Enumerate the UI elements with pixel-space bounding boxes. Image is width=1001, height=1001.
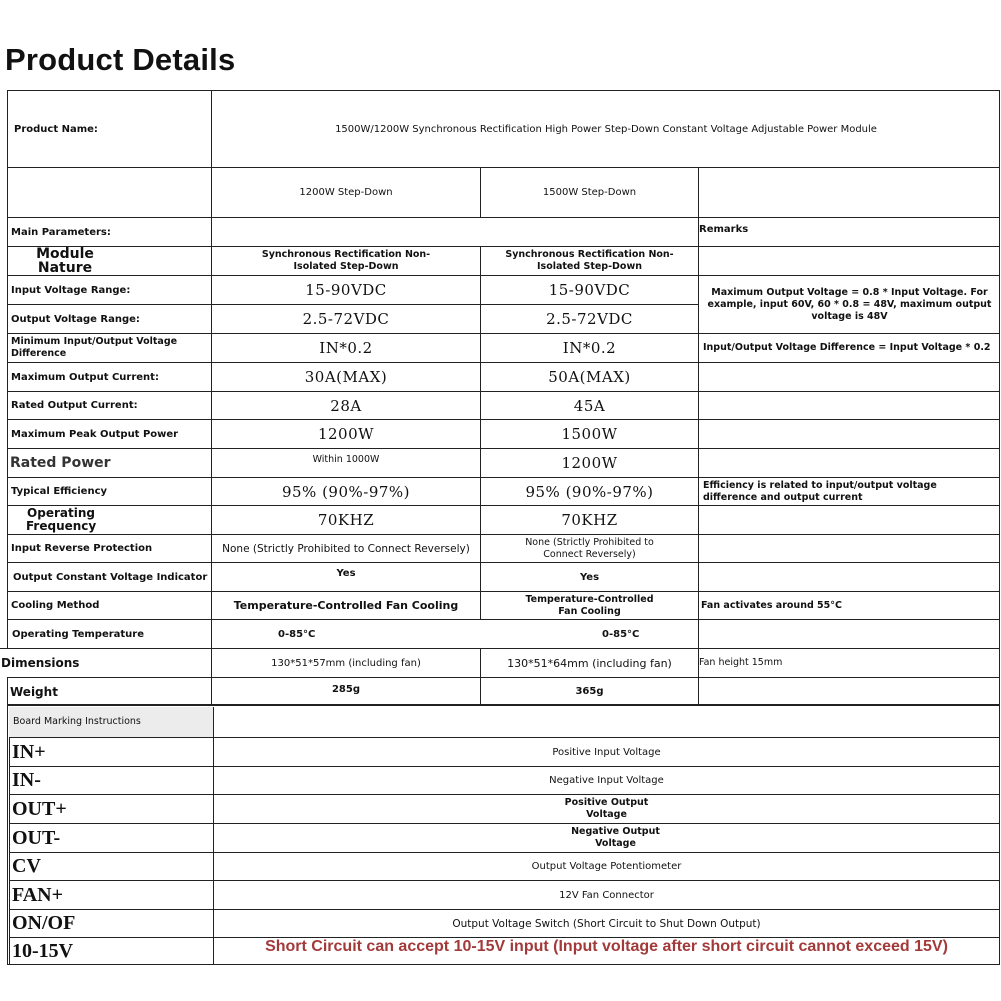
spec-b-peak-power-text: 1500W: [561, 425, 618, 443]
column-header-1200w-text: 1200W Step-Down: [299, 187, 393, 198]
spec-a-cv-indicator: [211, 562, 480, 591]
board-desc-cv: [213, 852, 999, 880]
board-marking-header: [9, 707, 213, 737]
spec-remark-operating-temp: [698, 619, 1000, 648]
spec-a-frequency-text: 70KHZ: [317, 511, 375, 529]
spec-label-cooling-text: Cooling Method: [11, 600, 100, 611]
board-desc-fan-plus-text: 12V Fan Connector: [559, 889, 654, 901]
spec-a-reverse-protection-text: None (Strictly Prohibited to Connect Reversely): [222, 542, 470, 555]
spec-remark-rated-power: [698, 448, 1000, 477]
spec-b-frequency: [480, 505, 698, 534]
remarks-header: [698, 217, 1000, 246]
board-code-10-15v: [9, 937, 213, 964]
spec-a-module-nature: [211, 246, 480, 275]
spec-a-operating-temp: [211, 619, 480, 648]
spec-a-efficiency-text: 95% (90%-97%): [281, 482, 411, 501]
spec-a-min-difference-text: IN*0.2: [319, 339, 373, 357]
spec-b-input-voltage: [480, 275, 698, 304]
main-parameters-label: [7, 217, 211, 246]
spec-a-cooling: [211, 591, 480, 619]
board-desc-10-15v: [213, 937, 999, 964]
spec-b-weight-text: 365g: [575, 686, 604, 697]
board-code-out-minus-text: OUT-: [12, 826, 61, 849]
spec-label-efficiency: [7, 477, 211, 505]
spec-label-operating-temp: [7, 619, 211, 648]
spec-a-rated-power-text: Within 1000W: [312, 454, 380, 465]
spec-b-dimensions: [480, 648, 698, 677]
spec-b-min-difference: [480, 333, 698, 362]
spec-b-min-difference-text: IN*0.2: [562, 339, 617, 357]
spec-label-min-difference-text: Minimum Input/Output Voltage Difference: [11, 336, 178, 359]
spec-label-frequency-text: Operating Frequency: [26, 506, 97, 533]
spec-b-frequency-text: 70KHZ: [561, 511, 618, 529]
spec-a-min-difference: [211, 333, 480, 362]
board-code-in-minus-text: IN-: [12, 769, 41, 791]
spec-a-cooling-text: Temperature-Controlled Fan Cooling: [233, 599, 459, 612]
spec-b-reverse-protection-text: None (Strictly Prohibited to Connect Reversely): [525, 536, 654, 560]
spec-b-rated-current-text: 45A: [573, 396, 606, 415]
board-code-out-plus: [9, 794, 213, 823]
spec-a-output-voltage-text: 2.5-72VDC: [302, 310, 390, 328]
board-code-in-minus: [9, 766, 213, 794]
spec-b-efficiency-text: 95% (90%-97%): [525, 482, 654, 501]
spec-remark-cooling-text: Fan activates around 55°C: [701, 599, 843, 611]
board-code-out-plus-text: OUT+: [12, 797, 67, 820]
board-desc-cv-text: Output Voltage Potentiometer: [531, 861, 682, 872]
board-desc-in-minus-text: Negative Input Voltage: [549, 775, 664, 786]
spec-a-dimensions-text: 130*51*57mm (including fan): [271, 657, 421, 669]
spec-remark-cooling: [698, 591, 1000, 619]
spec-a-dimensions: [211, 648, 480, 677]
spec-b-module-nature-text: Synchronous Rectification Non-Isolated Step-Down: [505, 249, 674, 272]
spec-remark-efficiency: [698, 477, 1000, 505]
spec-remark-weight: [698, 677, 1000, 705]
spec-b-operating-temp: [480, 619, 698, 648]
spec-a-peak-power: [211, 419, 480, 448]
spec-remark-frequency: [698, 505, 1000, 534]
spec-a-peak-power-text: 1200W: [317, 425, 375, 443]
spec-label-reverse-protection: [7, 534, 211, 562]
spec-label-operating-temp-text: Operating Temperature: [12, 628, 145, 640]
spec-remark-dimensions: [698, 648, 1000, 677]
board-desc-on-off: [213, 909, 999, 937]
spec-remark-max-current: [698, 362, 1000, 391]
board-code-on-off-text: ON/OF: [12, 912, 76, 934]
board-desc-on-off-text: Output Voltage Switch (Short Circuit to Shut Down Output): [452, 917, 761, 930]
spec-b-cooling: [480, 591, 698, 619]
spec-b-rated-power-text: 1200W: [561, 454, 618, 472]
spec-remark-output-voltage-rule: [698, 275, 1000, 333]
spec-b-operating-temp-text: 0-85°C: [602, 628, 640, 640]
board-code-fan-plus-text: FAN+: [12, 883, 64, 906]
spec-a-module-nature-text: Synchronous Rectification Non-Isolated Step-Down: [261, 249, 431, 272]
spec-remark-module-nature: [698, 246, 1000, 275]
spec-b-cooling-text: Temperature-Controlled Fan Cooling: [525, 593, 654, 617]
spec-remark-min-difference: [698, 333, 1000, 362]
spec-a-rated-power: [211, 448, 480, 477]
spec-remark-peak-power: [698, 419, 1000, 448]
product-name-value: [211, 90, 1000, 167]
spec-label-rated-current-text: Rated Output Current:: [11, 400, 138, 411]
spec-label-module-nature-text: Module Nature: [36, 246, 94, 275]
spec-label-peak-power: [7, 419, 211, 448]
board-desc-fan-plus: [213, 880, 999, 909]
board-code-on-off: [9, 909, 213, 937]
spec-remark-reverse-protection: [698, 534, 1000, 562]
spec-b-max-current: [480, 362, 698, 391]
spec-a-frequency: [211, 505, 480, 534]
board-marking-header-text: Board Marking Instructions: [13, 716, 141, 727]
spec-b-output-voltage-text: 2.5-72VDC: [546, 310, 633, 328]
spec-remark-dimensions-text: Fan height 15mm: [699, 657, 783, 668]
spec-a-max-current-text: 30A(MAX): [304, 368, 388, 386]
spec-b-efficiency: [480, 477, 698, 505]
spec-label-output-voltage-text: Output Voltage Range:: [11, 313, 140, 325]
spec-a-output-voltage: [211, 304, 480, 333]
spec-label-frequency: [7, 505, 211, 534]
spec-label-min-difference: [7, 333, 211, 362]
header-remarks-blank: [698, 167, 1000, 217]
board-desc-out-minus-text: Negative Output Voltage: [571, 826, 660, 849]
spec-label-cv-indicator-text: Output Constant Voltage Indicator: [13, 571, 208, 583]
board-code-fan-plus: [9, 880, 213, 909]
board-code-in-plus: [9, 737, 213, 766]
header-blank-cell: [7, 167, 211, 217]
spec-label-peak-power-text: Maximum Peak Output Power: [11, 428, 179, 440]
spec-a-max-current: [211, 362, 480, 391]
board-desc-in-minus: [213, 766, 999, 794]
spec-remark-rated-current: [698, 391, 1000, 419]
board-desc-out-plus-text: Positive Output Voltage: [564, 797, 649, 820]
spec-b-reverse-protection: [480, 534, 698, 562]
board-code-10-15v-text: 10-15V: [12, 939, 74, 962]
spec-a-input-voltage-text: 15-90VDC: [305, 281, 387, 299]
spec-label-cv-indicator: [7, 562, 211, 591]
spec-b-cv-indicator: [480, 562, 698, 591]
spec-label-input-voltage-text: Input Voltage Range:: [11, 284, 131, 296]
spec-label-weight-text: Weight: [10, 684, 58, 699]
board-code-cv: [9, 852, 213, 880]
spec-a-input-voltage: [211, 275, 480, 304]
spec-label-reverse-protection-text: Input Reverse Protection: [11, 543, 153, 554]
spec-label-weight: [7, 677, 211, 705]
spec-label-module-nature: [7, 246, 211, 275]
page-title: Product Details: [5, 42, 236, 77]
main-parameters-label-text: Main Parameters:: [11, 226, 111, 238]
board-marking-header-blank: [213, 707, 999, 737]
spec-label-dimensions: [0, 648, 211, 677]
spec-label-cooling: [7, 591, 211, 619]
spec-a-rated-current-text: 28A: [330, 396, 362, 415]
board-desc-in-plus-text: Positive Input Voltage: [552, 746, 661, 758]
spec-label-output-voltage: [7, 304, 211, 333]
spec-a-rated-current: [211, 391, 480, 419]
board-code-out-minus: [9, 823, 213, 852]
spec-b-input-voltage-text: 15-90VDC: [548, 281, 631, 299]
spec-remark-min-difference-text: Input/Output Voltage Difference = Input Voltage * 0.2: [703, 342, 991, 353]
spec-b-rated-power: [480, 448, 698, 477]
spec-b-dimensions-text: 130*51*64mm (including fan): [507, 656, 672, 670]
main-parameters-blank: [211, 217, 698, 246]
spec-b-peak-power: [480, 419, 698, 448]
board-desc-10-15v-text: Short Circuit can accept 10-15V input (Input voltage after short circuit cannot exceed 15V): [265, 938, 948, 955]
spec-a-efficiency: [211, 477, 480, 505]
spec-remark-cv-indicator: [698, 562, 1000, 591]
spec-b-cv-indicator-text: Yes: [579, 571, 600, 583]
spec-a-weight-text: 285g: [331, 684, 361, 695]
spec-a-reverse-protection: [211, 534, 480, 562]
spec-label-max-current-text: Maximum Output Current:: [11, 371, 159, 383]
spec-b-max-current-text: 50A(MAX): [548, 368, 631, 386]
spec-b-weight: [480, 677, 698, 705]
product-name-value-text: 1500W/1200W Synchronous Rectification High Power Step-Down Constant Voltage Adjustable Power Module: [335, 123, 877, 135]
spec-remark-output-voltage-rule-text: Maximum Output Voltage = 0.8 * Input Voltage. For example, input 60V, 60 * 0.8 = 48V, maximum output voltage is 48V: [707, 286, 992, 322]
spec-a-operating-temp-text: 0-85°C: [278, 628, 316, 640]
remarks-header-text: Remarks: [699, 224, 749, 235]
column-header-1200w: [211, 167, 480, 217]
board-code-in-plus-text: IN+: [12, 740, 46, 763]
spec-b-rated-current: [480, 391, 698, 419]
spec-b-module-nature: [480, 246, 698, 275]
column-header-1500w-text: 1500W Step-Down: [542, 187, 637, 198]
spec-label-input-voltage: [7, 275, 211, 304]
board-desc-in-plus: [213, 737, 999, 766]
spec-a-cv-indicator-text: Yes: [336, 568, 356, 579]
spec-label-max-current: [7, 362, 211, 391]
column-header-1500w: [480, 167, 698, 217]
spec-a-weight: [211, 677, 480, 705]
spec-b-output-voltage: [480, 304, 698, 333]
board-desc-out-minus: [213, 823, 999, 852]
spec-remark-efficiency-text: Efficiency is related to input/output voltage difference and output current: [703, 479, 937, 503]
product-name-label-text: Product Name:: [14, 123, 98, 135]
spec-label-rated-power: [7, 448, 211, 477]
spec-label-dimensions-text: Dimensions: [1, 656, 80, 670]
spec-label-efficiency-text: Typical Efficiency: [11, 486, 108, 497]
board-desc-out-plus: [213, 794, 999, 823]
product-name-label: [7, 90, 211, 167]
spec-label-rated-power-text: Rated Power: [10, 455, 111, 471]
board-code-cv-text: CV: [12, 855, 41, 877]
spec-label-rated-current: [7, 391, 211, 419]
